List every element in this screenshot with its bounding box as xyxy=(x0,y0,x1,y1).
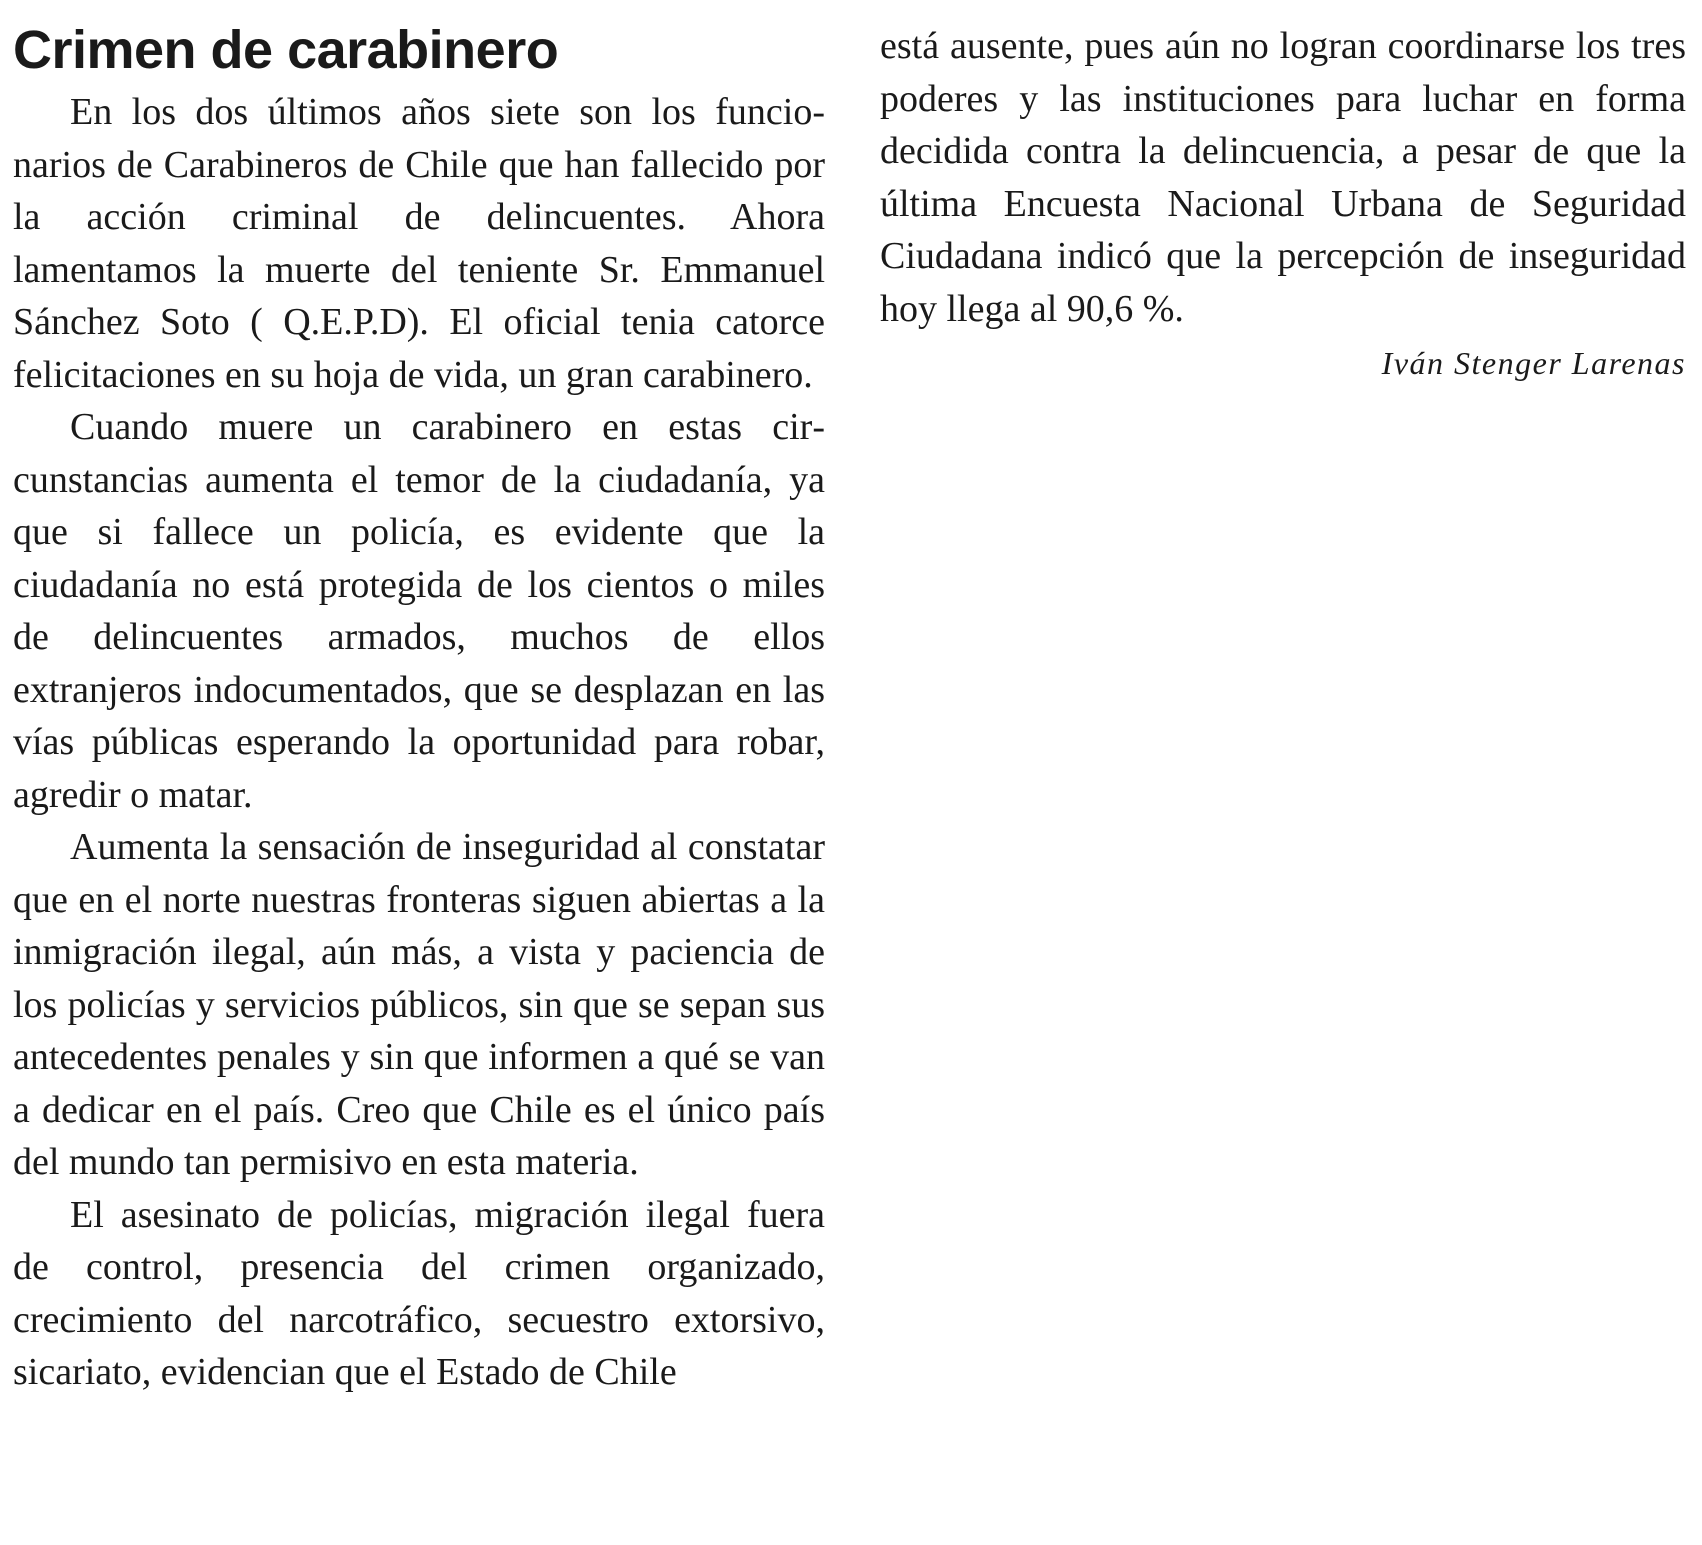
left-column xyxy=(13,0,825,1399)
right-column xyxy=(880,0,1686,385)
paragraph-4: El asesinato de policías, migración ilegal fuera de control, presencia del crimen organizado, crecimiento del narcotráfico, secuestro extorsivo, sicariato, evidencian que el Estado de Chile xyxy=(13,1193,825,1393)
paragraph-1: En los dos últimos años siete son los funcionarios de Carabineros de Chile que han fallecido por la acción criminal de delincuentes. Ahora lamentamos la muerte del teniente Sr. Emmanuel Sánchez Soto ( Q.E.P.D). El oficial tenia catorce felicitaciones en su hoja de vida, un gran carabinero. xyxy=(13,91,825,396)
paragraph-2: Cuando muere un carabinero en estas circunstancias aumenta el temor de la ciudadanía, ya que si fallece un policía, es evidente que la ciudadanía no está protegida de los cientos o miles de delincuentes armados, muchos de ellos extranjeros indocumentados, que se desplazan en las vías públicas esperando la oportunidad para robar, agredir o matar. xyxy=(13,406,825,816)
article-headline: Crimen de carabinero xyxy=(13,20,559,80)
paragraph-4-continuation: está ausente, pues aún no logran coordinarse los tres poderes y las instituciones para luchar en forma decidida contra la delincuencia, a pesar de que la última Encuesta Nacional Urbana de Seguridad Ciudadana indicó que la percepción de inseguridad hoy llega al 90,6 %. xyxy=(880,25,1686,330)
paragraph-3: Aumenta la sensación de inseguridad al constatar que en el norte nuestras fronteras siguen abiertas a la inmigración ilegal, aún más, a vista y paciencia de los policías y servicios públicos, sin que se sepan sus antecedentes penales y sin que informen a qué se van a dedicar en el país. Creo que Chile es el único país del mundo tan permisivo en esta materia. xyxy=(13,826,825,1183)
author-signature: Iván Stenger Larenas xyxy=(1381,345,1686,381)
